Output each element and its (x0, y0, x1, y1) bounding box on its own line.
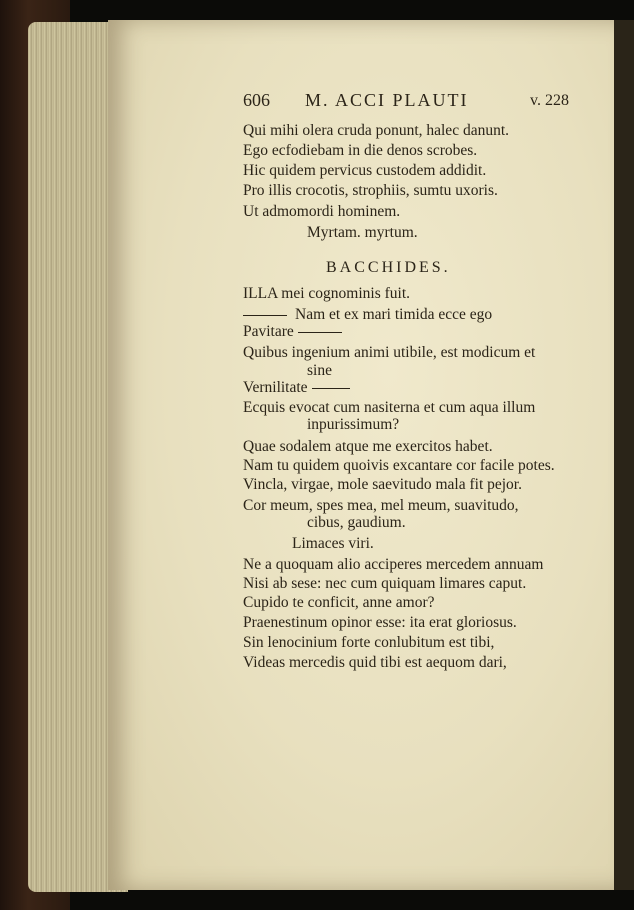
text-line: cibus, gaudium. (307, 514, 406, 531)
text-line: Qui mihi olera cruda ponunt, halec danunt. (243, 122, 510, 139)
text-line: Cor meum, spes mea, mel meum, suavitudo, (243, 497, 519, 514)
text-line: Praenestinum opinor esse: ita erat gloriosus. (243, 614, 517, 631)
text-line: inpurissimum? (307, 416, 400, 433)
em-rule (312, 388, 350, 389)
text-line: Ne a quoquam alio acciperes mercedem annuam (243, 556, 544, 573)
text-line: Pro illis crocotis, strophiis, sumtu uxoris. (243, 182, 498, 199)
text-line: Quae sodalem atque me exercitos habet. (243, 438, 493, 455)
line-text: Vernilitate (243, 379, 308, 396)
text-line: Sin lenocinium forte conlubitum est tibi, (243, 634, 495, 651)
text-line: Ecquis evocat cum nasiterna et cum aqua illum (243, 399, 536, 416)
text-line: Nam tu quidem quoivis excantare cor facile potes. (243, 457, 555, 474)
text-line (243, 322, 346, 342)
text-line: Limaces viri. (292, 535, 374, 552)
section-heading: BACCHIDES. (326, 259, 451, 276)
text-line: Myrtam. myrtum. (307, 224, 418, 241)
text-line: Quibus ingenium animi utibile, est modicum et (243, 344, 536, 361)
text-line: Ut admomordi hominem. (243, 203, 401, 220)
text-line: ILLA mei cognominis fuit. (243, 285, 411, 302)
em-rule (298, 332, 342, 333)
text-line (243, 378, 354, 398)
text-line: Ego ecfodiebam in die denos scrobes. (243, 142, 478, 159)
em-rule (243, 315, 287, 316)
line-text: Nam et ex mari timida ecce ego (295, 306, 493, 323)
page-right-edge (614, 20, 634, 890)
text-line: Nisi ab sese: nec cum quiquam limares caput. (243, 575, 527, 592)
text-line: Cupido te conficit, anne amor? (243, 594, 435, 611)
text-line: sine (307, 362, 332, 379)
running-title: M. ACCI PLAUTI (305, 90, 469, 110)
text-line: Hic quidem pervicus custodem addidit. (243, 162, 487, 179)
text-line: Vincla, virgae, mole saevitudo mala fit pejor. (243, 476, 522, 493)
page-number: 606 (243, 90, 270, 110)
text-line: Videas mercedis quid tibi est aequom dari, (243, 654, 507, 671)
page-header (243, 90, 569, 116)
verse-number: v. 228 (530, 92, 569, 109)
line-text: Pavitare (243, 323, 294, 340)
